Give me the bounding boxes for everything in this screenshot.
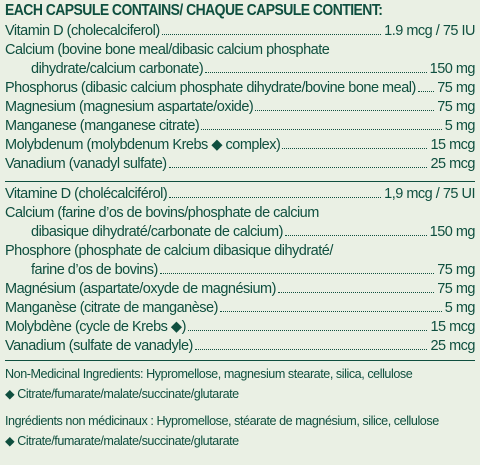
dot-leader (205, 72, 426, 73)
non-medicinal-fr: Ingrédients non médicinaux : Hypromellose, stéarate de magnésium, silice, cellulose (5, 414, 439, 428)
ingredient-amount: 75 mg (437, 262, 475, 278)
non-medicinal-ingredients (5, 366, 475, 450)
section-divider (5, 181, 475, 182)
panel-heading: EACH CAPSULE CONTAINS/ CHAQUE CAPSULE CONTIENT: (5, 2, 383, 19)
ingredient-amount: 1.9 mcg / 75 IU (384, 23, 475, 39)
ingredient-name: Magnésium (aspartate/oxyde de magnésium) (5, 281, 276, 297)
ingredient-name: Molybdenum (molybdenum Krebs ◆ complex) (5, 137, 281, 153)
ingredient-name: Molybdène (cycle de Krebs ◆) (5, 319, 186, 335)
dot-leader (169, 197, 381, 198)
dot-leader (285, 235, 427, 236)
dot-leader (255, 110, 434, 111)
ingredient-row-magnesium (5, 98, 475, 117)
ingredient-amount: 15 mcg (430, 319, 475, 335)
ingredient-row-vitamine-d (5, 185, 475, 204)
ingredient-name: Vanadium (vanadyl sulfate) (5, 156, 167, 172)
ingredient-name: Manganèse (citrate de manganèse) (5, 300, 218, 316)
ingredient-name-line: Calcium (farine d’os de bovins/phosphate de calcium (5, 205, 319, 221)
ingredient-amount: 75 mg (437, 281, 475, 297)
ingredient-name: Vitamine D (cholécalciférol) (5, 186, 168, 202)
ingredient-row-molybdene (5, 318, 475, 337)
non-medicinal-fr-footnote: ◆ Citrate/fumarate/malate/succinate/glutarate (5, 434, 239, 448)
ingredient-name: dihydrate/calcium carbonate) (31, 61, 204, 77)
dot-leader (169, 167, 428, 168)
dot-leader (220, 311, 442, 312)
non-medicinal-en: Non-Medicinal Ingredients: Hypromellose, magnesium stearate, silica, cellulose (5, 367, 413, 381)
ingredient-amount: 5 mg (444, 118, 475, 134)
ingredient-name: Phosphorus (dibasic calcium phosphate dihydrate/bovine bone meal) (5, 80, 416, 96)
ingredient-amount: 1,9 mcg / 75 UI (384, 186, 475, 202)
ingredient-name: Vanadium (sulfate de vanadyle) (5, 338, 193, 354)
dot-leader (160, 273, 434, 274)
ingredient-name: Manganese (manganese citrate) (5, 118, 200, 134)
ingredient-amount: 150 mg (429, 61, 475, 77)
ingredient-amount: 25 mcg (430, 338, 475, 354)
ingredient-row-calcium-fr (5, 223, 475, 242)
section-divider (5, 360, 475, 361)
ingredient-name: dibasique dihydraté/carbonate de calcium) (31, 224, 283, 240)
ingredient-row-manganese-fr (5, 299, 475, 318)
ingredient-row-vitamin-d (5, 22, 475, 41)
english-ingredients (5, 22, 475, 174)
dot-leader (188, 330, 428, 331)
ingredient-row-magnesium-fr (5, 280, 475, 299)
ingredient-row-calcium (5, 60, 475, 79)
dot-leader (282, 148, 427, 149)
dot-leader (195, 349, 428, 350)
ingredient-name-line: Phosphore (phosphate de calcium dibasique dihydraté/ (5, 243, 333, 259)
dot-leader (418, 91, 434, 92)
ingredient-amount: 15 mcg (430, 137, 475, 153)
ingredient-row-phosphore (5, 261, 475, 280)
ingredient-name-line: Calcium (bovine bone meal/dibasic calcium phosphate (5, 42, 330, 58)
ingredient-amount: 25 mcg (430, 156, 475, 172)
ingredient-name: farine d’os de bovins) (31, 262, 158, 278)
ingredient-amount: 75 mg (437, 99, 475, 115)
dot-leader (162, 34, 382, 35)
dot-leader (278, 292, 434, 293)
dot-leader (201, 129, 441, 130)
non-medicinal-en-footnote: ◆ Citrate/fumarate/malate/succinate/glutarate (5, 387, 239, 401)
ingredient-amount: 150 mg (429, 224, 475, 240)
ingredient-amount: 75 mg (437, 80, 475, 96)
ingredient-name: Vitamin D (cholecalciferol) (5, 23, 160, 39)
ingredient-row-manganese (5, 117, 475, 136)
ingredient-row-vanadium (5, 155, 475, 174)
ingredient-row-vanadium-fr (5, 337, 475, 356)
ingredient-row-molybdenum (5, 136, 475, 155)
ingredient-amount: 5 mg (444, 300, 475, 316)
ingredient-name: Magnesium (magnesium aspartate/oxide) (5, 99, 254, 115)
ingredient-row-phosphorus (5, 79, 475, 98)
french-ingredients (5, 185, 475, 356)
